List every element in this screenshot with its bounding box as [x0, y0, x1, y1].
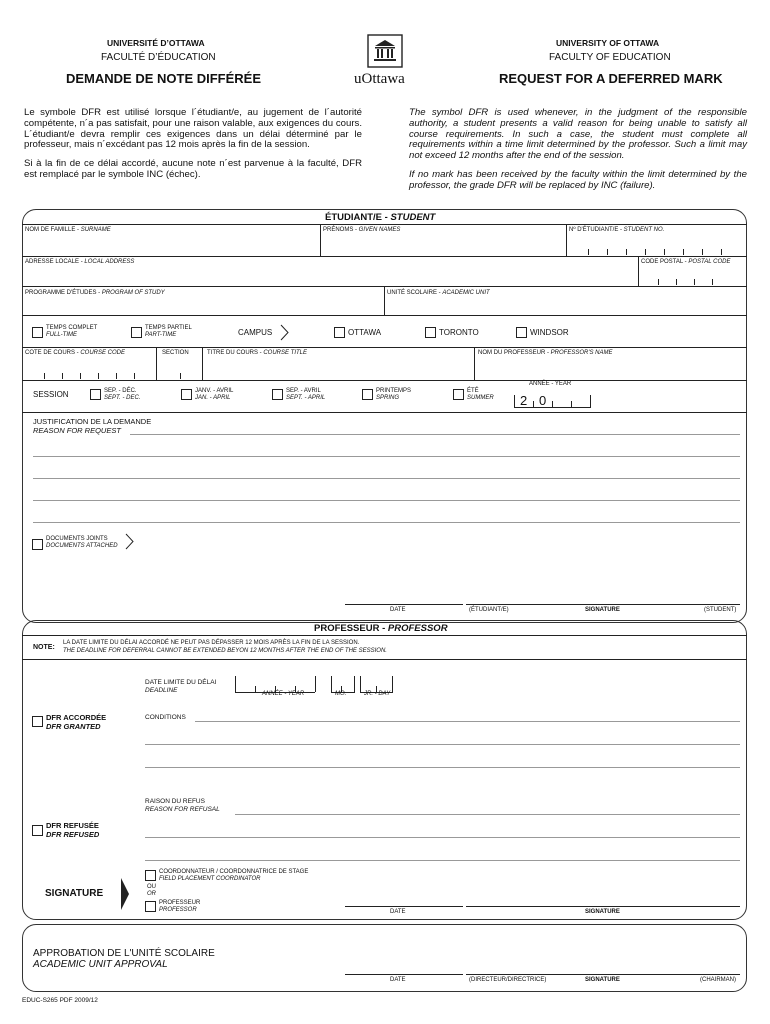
session-sep-dec-label: SEP. - DÉC. SEPT. - DEC.: [104, 388, 141, 401]
reason-line: [33, 478, 740, 479]
divider: [22, 635, 747, 636]
divider: [22, 347, 747, 348]
digit-tick: [588, 249, 589, 255]
academic-unit-field[interactable]: [387, 298, 745, 314]
divider: [474, 347, 475, 380]
divider: [466, 906, 740, 907]
professor-signature-title: SIGNATURE: [45, 888, 104, 899]
digit-tick: [658, 279, 659, 285]
dfr-granted-checkbox[interactable]: [32, 716, 43, 727]
student-date-field[interactable]: [345, 590, 463, 604]
reason-line: [33, 500, 740, 501]
digit-tick: [645, 249, 646, 255]
documents-attached-checkbox[interactable]: [32, 539, 43, 550]
dfr-refused-label: DFR REFUSÉE DFR REFUSED: [46, 821, 100, 839]
documents-attached-label: DOCUMENTS JOINTS DOCUMENTS ATTACHED: [46, 536, 118, 549]
divider: [22, 315, 747, 316]
arrow-right-icon: [280, 324, 289, 341]
session-jan-april-label: JANV. - AVRIL JAN. - APRIL: [195, 388, 234, 401]
part-time-checkbox[interactable]: [131, 327, 142, 338]
session-summer-label: ÉTÉ SUMMER: [467, 388, 494, 401]
divider: [466, 604, 740, 605]
professor-signature-field[interactable]: [466, 892, 740, 906]
year-label: ANNÉE - YEAR: [262, 691, 305, 697]
session-sep-april-label: SEP. - AVRIL SEPT. - APRIL: [286, 388, 326, 401]
given-names-label: PRÉNOMS - GIVEN NAMES: [323, 227, 401, 233]
approval-sig-left-label: (DIRECTEUR/DIRECTRICE): [469, 977, 547, 983]
conditions-label: CONDITIONS: [145, 714, 186, 721]
digit-tick: [44, 373, 45, 379]
note-fr: LA DATE LIMITE DU DÉLAI ACCORDÉ NE PEUT PAS DÉPASSER 12 MOIS APRÈS LA FIN DE LA SESSION.: [63, 640, 360, 646]
postal-code-field[interactable]: [641, 267, 745, 285]
student-number-label: Nº D'ÉTUDIANT/E - STUDENT NO.: [569, 227, 665, 233]
session-jan-april-checkbox[interactable]: [181, 389, 192, 400]
surname-label: NOM DE FAMILLE - SURNAME: [25, 227, 111, 233]
arrow-right-icon: [125, 533, 134, 550]
digit-tick: [116, 373, 117, 379]
digit-tick: [607, 249, 608, 255]
digit-tick: [235, 676, 236, 692]
surname-field[interactable]: [25, 235, 317, 255]
refusal-reason-text-area[interactable]: [235, 804, 740, 864]
session-sep-dec-checkbox[interactable]: [90, 389, 101, 400]
approval-date-label: DATE: [390, 977, 406, 983]
given-names-field[interactable]: [323, 235, 563, 255]
year-digit-2: 0: [539, 393, 547, 408]
fr-university: UNIVERSITÉ D’OTTAWA: [107, 38, 205, 48]
section-label: SECTION: [162, 350, 189, 356]
dfr-refused-checkbox[interactable]: [32, 825, 43, 836]
windsor-checkbox[interactable]: [516, 327, 527, 338]
address-label: ADRESSE LOCALE - LOCAL ADDRESS: [25, 259, 135, 265]
digit-tick: [664, 249, 665, 255]
professor-date-label: DATE: [390, 909, 406, 915]
divider: [566, 224, 567, 257]
ottawa-label: OTTAWA: [348, 328, 382, 337]
university-logo-icon: [367, 34, 403, 68]
divider: [22, 659, 747, 660]
divider: [22, 224, 747, 225]
digit-tick: [712, 279, 713, 285]
digit-tick: [360, 676, 361, 692]
digit-tick: [134, 373, 135, 379]
session-spring-label: PRINTEMPS SPRING: [376, 388, 412, 401]
divider: [202, 347, 203, 380]
approval-date-field[interactable]: [345, 960, 463, 974]
toronto-checkbox[interactable]: [425, 327, 436, 338]
intro-fr-p2: Si à la fin de ce délai accordé, aucune note n´est parvenue à la faculté, DFR est remplacé par le symbole INC (échec).: [24, 158, 362, 180]
program-label: PROGRAMME D'ÉTUDES - PROGRAM OF STUDY: [25, 290, 165, 296]
coordinator-label: COORDONNATEUR / COORDONNATRICE DE STAGE FIELD PLACEMENT COORDINATOR: [159, 869, 309, 882]
arrow-right-icon: [120, 877, 130, 911]
deadline-label: DATE LIMITE DU DÉLAI DEADLINE: [145, 679, 217, 694]
coordinator-checkbox[interactable]: [145, 870, 156, 881]
session-sep-april-checkbox[interactable]: [272, 389, 283, 400]
conditions-line: [145, 744, 740, 745]
divider: [466, 974, 740, 975]
refusal-line: [145, 837, 740, 838]
student-section-title: ÉTUDIANT/E - STUDENT: [325, 212, 436, 223]
intro-fr-p1: Le symbole DFR est utilisé lorsque l´étudiant/e, au jugement de l´autorité compétente, n´a pas satisfait, pour une raison valable, aux exigences du cours. L´étudiant/e devra remplir ces exigences dans un délai déterminé par le professeur, mais n´excédant pas 12 mois après la fin de la session.: [24, 107, 362, 151]
digit-tick: [331, 676, 332, 692]
course-title-field[interactable]: [205, 358, 471, 378]
refusal-reason-label: RAISON DU REFUS REASON FOR REFUSAL: [145, 798, 220, 813]
approval-signature-field[interactable]: [466, 960, 740, 974]
digit-tick: [354, 676, 355, 692]
divider: [345, 604, 463, 605]
session-summer-checkbox[interactable]: [453, 389, 464, 400]
professor-name-field[interactable]: [477, 358, 745, 378]
digit-tick: [392, 676, 393, 692]
year-label: ANNÉE - YEAR: [529, 381, 572, 387]
refusal-line: [235, 814, 740, 815]
form-code: EDUC-S265 PDF 2009/12: [22, 997, 98, 1004]
ottawa-checkbox[interactable]: [334, 327, 345, 338]
professor-name-label: NOM DU PROFESSEUR - PROFESSOR'S NAME: [478, 350, 613, 356]
full-time-checkbox[interactable]: [32, 327, 43, 338]
logo-wordmark: uOttawa: [354, 71, 405, 87]
divider: [514, 407, 591, 408]
fr-title: DEMANDE DE NOTE DIFFÉRÉE: [66, 71, 262, 86]
divider: [638, 256, 639, 287]
reason-line: [33, 456, 740, 457]
digit-tick: [590, 395, 591, 407]
divider: [156, 347, 157, 380]
divider: [384, 286, 385, 316]
student-signature-label: SIGNATURE: [585, 607, 620, 613]
campus-label: CAMPUS: [238, 328, 273, 337]
postal-code-label: CODE POSTAL - POSTAL CODE: [641, 259, 731, 265]
month-label: MO.: [335, 691, 347, 697]
year-digit-1: 2: [520, 393, 528, 408]
professor-checkbox[interactable]: [145, 901, 156, 912]
professor-signature-label: SIGNATURE: [585, 909, 620, 915]
windsor-label: WINDSOR: [530, 328, 569, 337]
en-faculty: FACULTY OF EDUCATION: [549, 52, 671, 63]
program-field[interactable]: [25, 298, 381, 314]
digit-tick: [98, 373, 99, 379]
approval-signature-label: SIGNATURE: [585, 977, 620, 983]
divider: [22, 412, 747, 413]
student-sig-right-label: (STUDENT): [704, 607, 737, 613]
address-field[interactable]: [25, 267, 635, 285]
approval-sig-right-label: (CHAIRMAN): [700, 977, 736, 983]
professor-date-field[interactable]: [345, 892, 463, 906]
session-spring-checkbox[interactable]: [362, 389, 373, 400]
professor-label: PROFESSEUR PROFESSOR: [159, 900, 201, 913]
en-title: REQUEST FOR A DEFERRED MARK: [499, 71, 723, 86]
deadline-date-field[interactable]: [235, 676, 393, 692]
professor-section-title: PROFESSEUR - PROFESSOR: [314, 623, 448, 634]
digit-tick: [626, 249, 627, 255]
or-label: OU OR: [147, 884, 156, 897]
digit-tick: [514, 395, 515, 407]
student-number-field[interactable]: [569, 235, 745, 255]
part-time-label: TEMPS PARTIEL PART-TIME: [145, 325, 192, 338]
student-signature-field[interactable]: [466, 590, 740, 604]
reason-line: [130, 434, 740, 435]
student-sig-left-label: (ÉTUDIANT/E): [469, 607, 509, 613]
divider: [22, 380, 747, 381]
course-title-label: TITRE DU COURS - COURSE TITLE: [207, 350, 308, 356]
digit-tick: [694, 279, 695, 285]
digit-tick: [676, 279, 677, 285]
day-label: JR. - DAY: [364, 691, 391, 697]
session-label: SESSION: [33, 390, 69, 399]
reason-line: [33, 522, 740, 523]
digit-tick: [62, 373, 63, 379]
note-label: NOTE:: [33, 644, 55, 651]
dfr-granted-label: DFR ACCORDÉE DFR GRANTED: [46, 713, 107, 731]
digit-tick: [315, 676, 316, 692]
digit-tick: [721, 249, 722, 255]
conditions-line: [145, 767, 740, 768]
digit-tick: [180, 373, 181, 379]
course-code-label: COTE DE COURS - COURSE CODE: [25, 350, 126, 356]
conditions-line: [195, 721, 740, 722]
fr-faculty: FACULTÉ D’ÉDUCATION: [101, 52, 216, 63]
intro-en-p1: The symbol DFR is used whenever, in the judgment of the responsible authority, a student presents a valid reason for being unable to satisfy all course requirements. In such a case, the student must complete all requirements within a time limit determined by the professor. Such a limit may not exceed 12 months after the end of the session.: [409, 107, 747, 162]
divider: [345, 974, 463, 975]
digit-tick: [702, 249, 703, 255]
toronto-label: TORONTO: [439, 328, 479, 337]
note-en: THE DEADLINE FOR DEFERRAL CANNOT BE EXTENDED BEYON 12 MONTHS AFTER THE END OF THE SESSION.: [63, 648, 387, 654]
intro-en-p2: If no mark has been received by the faculty within the limit determined by the professor, the grade DFR will be replaced by INC (failure).: [409, 169, 747, 191]
digit-tick: [683, 249, 684, 255]
divider: [345, 906, 463, 907]
section-field[interactable]: [159, 358, 199, 378]
divider: [320, 224, 321, 257]
digit-tick: [80, 373, 81, 379]
academic-unit-label: UNITÉ SCOLAIRE - ACADEMIC UNIT: [387, 290, 490, 296]
approval-title: APPROBATION DE L'UNITÉ SCOLAIRE ACADEMIC UNIT APPROVAL: [33, 948, 215, 970]
reason-label: JUSTIFICATION DE LA DEMANDE REASON FOR REQUEST: [33, 417, 152, 435]
en-university: UNIVERSITY OF OTTAWA: [556, 38, 660, 48]
student-date-label: DATE: [390, 607, 406, 613]
refusal-line: [145, 860, 740, 861]
full-time-label: TEMPS COMPLET FULL-TIME: [46, 325, 98, 338]
